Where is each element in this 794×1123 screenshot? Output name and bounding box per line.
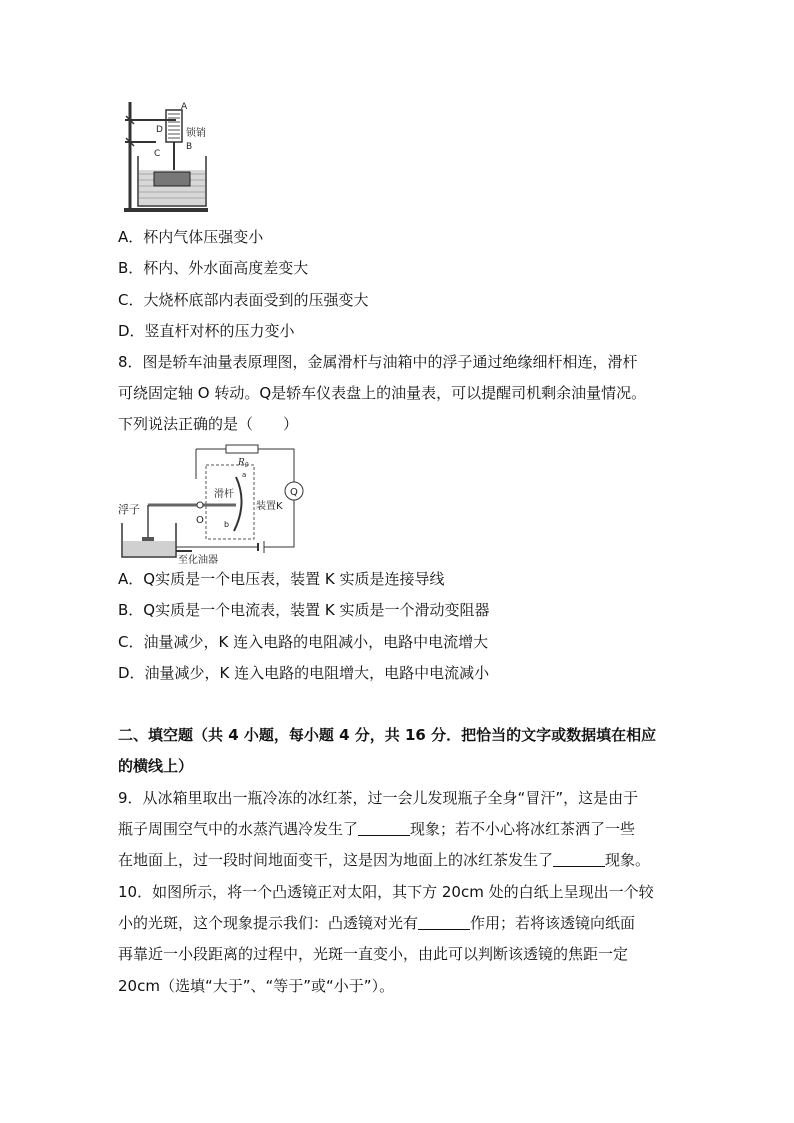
q10-line-4: 20cm（选填“大于”、“等于”或“小于”）。: [118, 977, 395, 995]
q9-line-2-end: 现象；若不小心将冰红茶洒了一些: [410, 820, 636, 838]
q10-line-3: 再靠近一小段距离的过程中，光斑一直变小，由此可以判断该透镜的焦距一定: [118, 945, 629, 963]
q10-line-2-start: 小的光斑，这个现象提示我们：凸透镜对光有: [118, 914, 419, 932]
q9-line-2-start: 瓶子周围空气中的水蒸汽遇冷发生了: [118, 820, 359, 838]
label-o: O: [196, 515, 204, 526]
label-pin: 锁销: [186, 128, 206, 139]
label-engine: 至化油器: [178, 555, 218, 565]
q8-stem-line-3: 下列说法正确的是（ ）: [118, 415, 299, 433]
fuel-gauge-figure: [116, 443, 306, 565]
label-float: 浮子: [118, 503, 140, 516]
q10-line-1: 10．如图所示，将一个凸透镜正对太阳，其下方 20cm 处的白纸上呈现出一个较: [118, 883, 654, 901]
label-b-end: b: [224, 520, 230, 529]
q9-line-1: 9．从冰箱里取出一瓶冷冻的冰红茶，过一会儿发现瓶子全身“冒汗”，这是由于: [118, 789, 639, 807]
q7-option-c: C．大烧杯底部内表面受到的压强变大: [118, 291, 369, 309]
section-2-heading-line-1: 二、填空题（共 4 小题，每小题 4 分，共 16 分．把恰当的文字或数据填在相应: [118, 726, 657, 744]
q8-option-c: C．油量减少，K 连入电路的电阻减小，电路中电流增大: [118, 633, 489, 651]
section-2-heading-line-2: 的横线上）: [118, 757, 194, 775]
q9-line-3-start: 在地面上，过一段时间地面变干，这是因为地面上的冰红茶发生了: [118, 851, 554, 869]
label-r0: $R_0$: [238, 458, 249, 469]
label-lever: 滑杆: [214, 489, 234, 500]
label-c: C: [154, 149, 161, 159]
q10-line-2: [118, 913, 635, 933]
q7-option-b: B．杯内、外水面高度差变大: [118, 259, 309, 277]
label-b: B: [186, 142, 193, 152]
label-device-k: 装置K: [256, 501, 283, 512]
q9-line-3-end: 现象。: [605, 851, 651, 869]
q8-option-d: D．油量减少，K 连入电路的电阻增大，电路中电流减小: [118, 664, 490, 682]
q7-option-d: D．竖直杆对杯的压力变小: [118, 322, 295, 340]
apparatus-figure: [116, 100, 216, 214]
q9-line-3: [118, 850, 650, 870]
q8-option-a: A．Q实质是一个电压表，装置 K 实质是连接导线: [118, 570, 445, 588]
label-a: A: [181, 102, 188, 112]
q8-stem-line-1: 8．图是轿车油量表原理图，金属滑杆与油箱中的浮子通过绝缘细杆相连，滑杆: [118, 353, 638, 371]
q7-option-a: A．杯内气体压强变小: [118, 228, 264, 246]
q10-blank-1[interactable]: [418, 915, 470, 930]
q9-blank-1[interactable]: [358, 821, 410, 836]
label-a-end: a: [242, 471, 247, 479]
q10-line-2-end: 作用；若将该透镜向纸面: [470, 914, 636, 932]
q9-blank-2[interactable]: [553, 852, 605, 867]
label-d: D: [156, 125, 163, 135]
q8-option-b: B．Q实质是一个电流表，装置 K 实质是一个滑动变阻器: [118, 601, 490, 619]
label-q: Q: [290, 487, 298, 498]
q8-stem-line-2: 可绕固定轴 O 转动。Q是轿车仪表盘上的油量表，可以提醒司机剩余油量情况。: [118, 384, 647, 402]
q9-line-2: [118, 819, 635, 839]
